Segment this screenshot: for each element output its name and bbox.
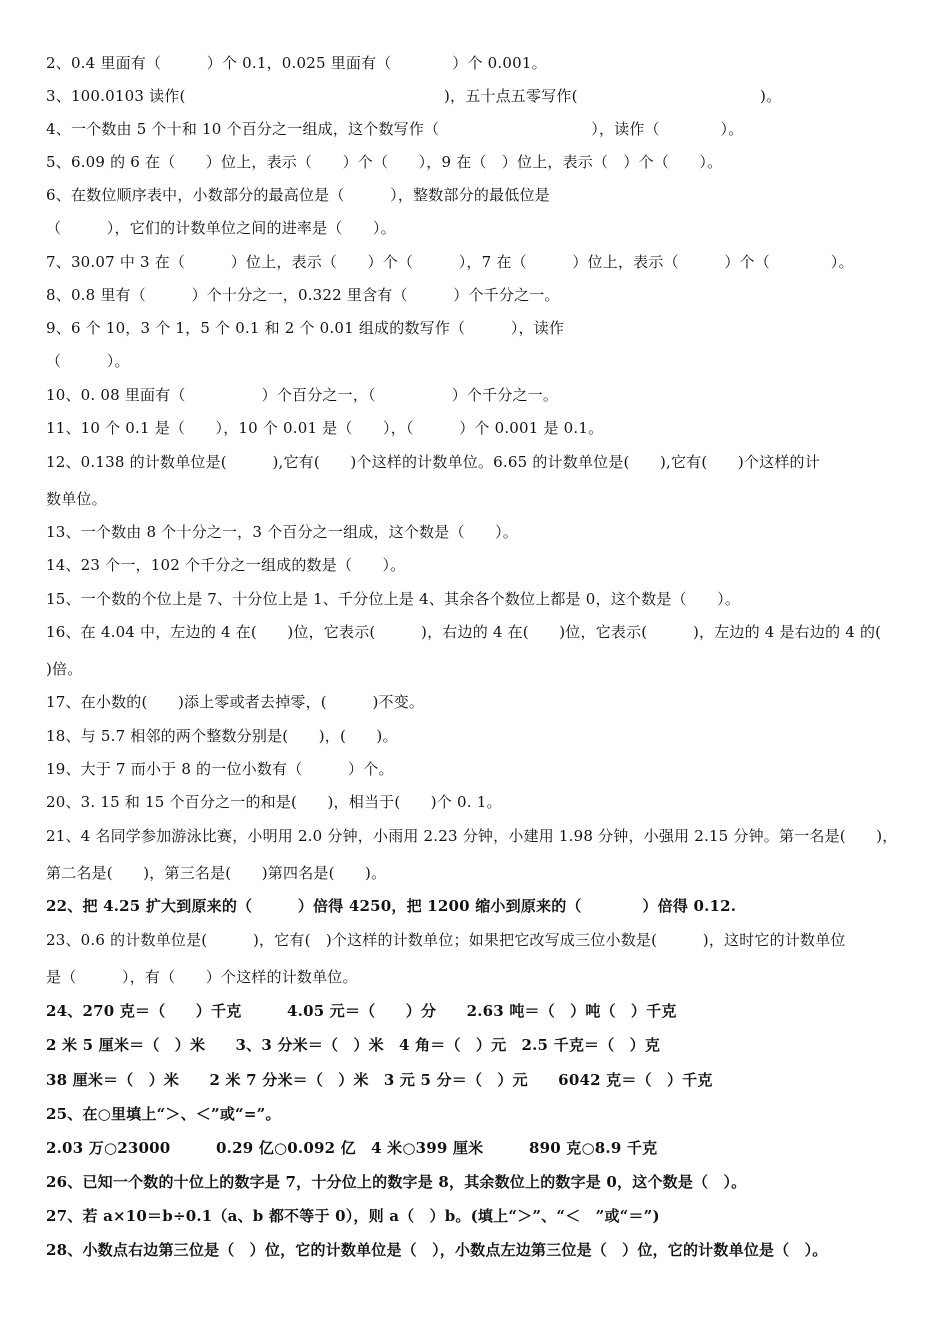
question-27: 27、若 a×10＝b÷0.1（a、b 都不等于 0），则 a（ ）b。(填上“＞”、“＜ ”或“＝”) <box>46 1207 660 1225</box>
question-26: 26、已知一个数的十位上的数字是 7，十分位上的数字是 8，其余数位上的数字是 0，这个数是（ ）。 <box>46 1173 747 1191</box>
question-22: 22、把 4.25 扩大到原来的（ ）倍得 4250，把 1200 缩小到原来的（ ）倍得 0.12. <box>46 897 737 915</box>
question-28: 28、小数点右边第三位是（ ）位，它的计数单位是（ ），小数点左边第三位是（ ）位，它的计数单位是（ ）。 <box>46 1241 828 1259</box>
question-24-line-2: 2 米 5 厘米＝（ ）米 3、3 分米＝（ ）米 4 角＝（ ）元 2.5 千克＝（ ）克 <box>46 1036 661 1054</box>
question-24-line-1: 24、270 克＝（ ）千克 4.05 元＝（ ）分 2.63 吨＝（ ）吨（ ）千克 <box>46 1002 677 1020</box>
question-5: 5、6.09 的 6 在（ ）位上，表示（ ）个（ ），9 在（ ）位上，表示（ ）个（ ）。 <box>46 153 723 171</box>
question-25: 25、在○里填上“＞、＜”或“=”。 <box>46 1105 281 1123</box>
question-14: 14、23 个一，102 个千分之一组成的数是（ ）。 <box>46 556 406 574</box>
question-21-line-1: 21、4 名同学参加游泳比赛，小明用 2.0 分钟，小雨用 2.23 分钟，小建用 1.98 分钟，小强用 2.15 分钟。第一名是( )， <box>46 827 898 845</box>
question-16-line-1: 16、在 4.04 中，左边的 4 在( )位，它表示( )，右边的 4 在( )位，它表示( )，左边的 4 是右边的 4 的( <box>46 623 882 641</box>
question-3: 3、100.0103 读作( )，五十点五零写作( )。 <box>46 87 782 105</box>
question-12-line-1: 12、0.138 的计数单位是( ),它有( )个这样的计数单位。6.65 的计数单位是( ),它有( )个这样的计 <box>46 453 820 471</box>
question-12-line-2: 数单位。 <box>46 490 107 508</box>
question-6-line-1: 6、在数位顺序表中，小数部分的最高位是（ ），整数部分的最低位是 <box>46 186 550 204</box>
question-11: 11、10 个 0.1 是（ ），10 个 0.01 是（ ），（ ）个 0.001 是 0.1。 <box>46 419 604 437</box>
question-9-line-1: 9、6 个 10，3 个 1，5 个 0.1 和 2 个 0.01 组成的数写作（ ），读作 <box>46 319 565 337</box>
question-20: 20、3. 15 和 15 个百分之一的和是( )，相当于( )个 0. 1。 <box>46 793 502 811</box>
question-7: 7、30.07 中 3 在（ ）位上，表示（ ）个（ ），7 在（ ）位上，表示（ ）个（ ）。 <box>46 253 854 271</box>
question-15: 15、一个数的个位上是 7、十分位上是 1、千分位上是 4、其余各个数位上都是 0，这个数是（ ）。 <box>46 590 741 608</box>
question-2: 2、0.4 里面有（ ）个 0.1，0.025 里面有（ ）个 0.001。 <box>46 54 547 72</box>
question-16-line-2: )倍。 <box>46 660 83 678</box>
question-24-line-3: 38 厘米＝（ ）米 2 米 7 分米＝（ ）米 3 元 5 分＝（ ）元 6042 克＝（ ）千克 <box>46 1071 713 1089</box>
question-8: 8、0.8 里有（ ）个十分之一，0.322 里含有（ ）个千分之一。 <box>46 286 560 304</box>
question-17: 17、在小数的( )添上零或者去掉零，( )不变。 <box>46 693 425 711</box>
question-9-line-2: （ ）。 <box>46 352 130 370</box>
question-13: 13、一个数由 8 个十分之一，3 个百分之一组成，这个数是（ ）。 <box>46 523 518 541</box>
question-6-line-2: （ ），它们的计数单位之间的进率是（ ）。 <box>46 219 396 237</box>
question-19: 19、大于 7 而小于 8 的一位小数有（ ）个。 <box>46 760 394 778</box>
question-25-items: 2.03 万○23000 0.29 亿○0.092 亿 4 米○399 厘米 890 克○8.9 千克 <box>46 1139 658 1157</box>
question-23-line-2: 是（ ），有（ ）个这样的计数单位。 <box>46 968 358 986</box>
question-10: 10、0. 08 里面有（ ）个百分之一，（ ）个千分之一。 <box>46 386 559 404</box>
question-18: 18、与 5.7 相邻的两个整数分别是( )，( )。 <box>46 727 398 745</box>
question-4: 4、一个数由 5 个十和 10 个百分之一组成，这个数写作（ ），读作（ ）。 <box>46 120 744 138</box>
question-21-line-2: 第二名是( )，第三名是( )第四名是( )。 <box>46 864 387 882</box>
question-23-line-1: 23、0.6 的计数单位是( )，它有( )个这样的计数单位；如果把它改写成三位小数是( )，这时它的计数单位 <box>46 931 846 949</box>
